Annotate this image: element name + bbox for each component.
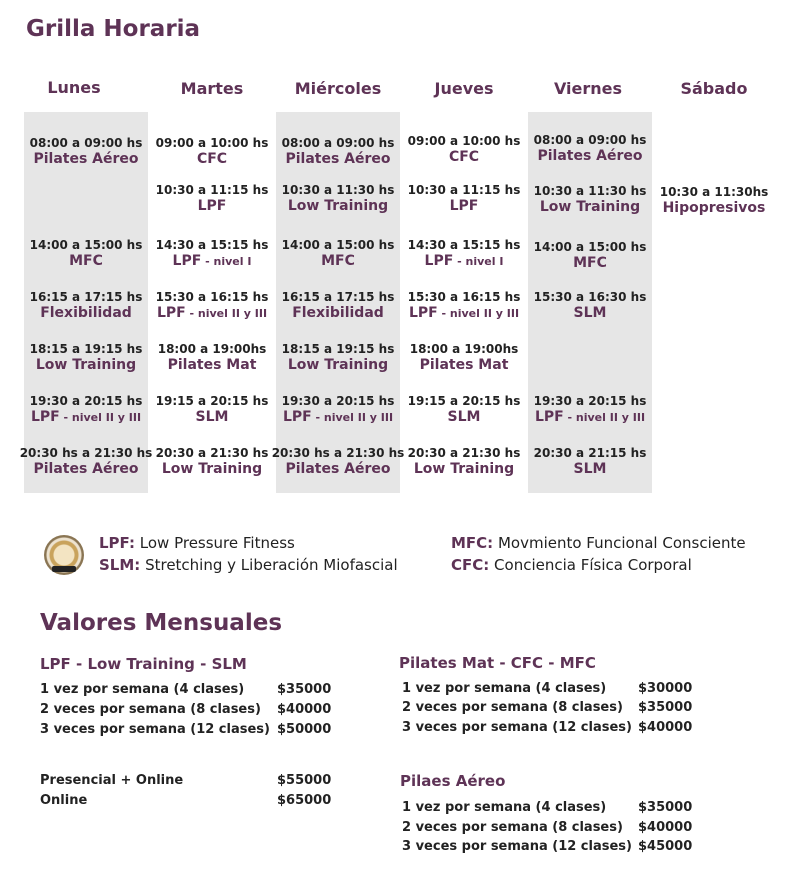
class-slot: [268, 238, 408, 269]
legend-slm: [99, 556, 398, 574]
price-label: 3 veces por semana (12 clases): [40, 722, 270, 737]
class-slot: [16, 136, 156, 167]
class-slot: [520, 290, 660, 321]
slot-class: [142, 305, 282, 321]
slot-level: - nivel II y III: [59, 411, 142, 424]
slot-class-name: Pilates Aéreo: [33, 461, 139, 477]
slot-level: - nivel II y III: [311, 411, 394, 424]
day-header-martes: Martes: [180, 79, 244, 98]
slot-time: 10:30 a 11:30 hs: [533, 184, 647, 198]
slot-class-name: Low Training: [287, 357, 389, 373]
slot-class-name: LPF: [172, 253, 202, 269]
slot-class: [16, 409, 156, 425]
slot-time: 10:30 a 11:15 hs: [155, 183, 269, 197]
class-slot: [268, 342, 408, 373]
slot-level: - nivel II y III: [563, 411, 646, 424]
slot-time: 16:15 a 17:15 hs: [281, 290, 395, 304]
slot-class-name: LPF: [408, 305, 438, 321]
slot-time: 20:30 a 21:30 hs: [407, 446, 521, 460]
price-label: 1 vez por semana (4 clases): [402, 800, 607, 815]
day-header-viernes: Viernes: [553, 79, 623, 98]
slot-class: [268, 253, 408, 269]
price-label: 2 veces por semana (8 clases): [402, 700, 623, 715]
legend-cfc: [451, 556, 692, 574]
slot-class-name: SLM: [573, 305, 607, 321]
slot-class-name: LPF: [197, 198, 227, 214]
slot-class-name: CFC: [448, 149, 480, 165]
slot-time: 20:30 hs a 21:30 hs: [19, 446, 153, 460]
slot-time: 16:15 a 17:15 hs: [29, 290, 143, 304]
slot-class: [520, 199, 660, 215]
slot-class: [394, 357, 534, 373]
slot-time: 08:00 a 09:00 hs: [281, 136, 395, 150]
slot-class: [16, 461, 156, 477]
slot-time: 10:30 a 11:30 hs: [281, 183, 395, 197]
slot-time: 15:30 a 16:30 hs: [533, 290, 647, 304]
class-slot: [394, 342, 534, 373]
class-slot: [268, 290, 408, 321]
class-slot: [142, 446, 282, 477]
class-slot: [268, 183, 408, 214]
legend-abbr: SLM:: [99, 556, 141, 574]
class-slot: [394, 446, 534, 477]
class-slot: [394, 134, 534, 165]
slot-time: 19:30 a 20:15 hs: [533, 394, 647, 408]
slot-time: 14:00 a 15:00 hs: [533, 240, 647, 254]
class-slot: [394, 290, 534, 321]
slot-class-name: LPF: [534, 409, 564, 425]
class-slot: [520, 133, 660, 164]
slot-class-name: LPF: [30, 409, 60, 425]
slot-class: [520, 461, 660, 477]
slot-level: - nivel I: [201, 255, 252, 268]
slot-level: - nivel II y III: [437, 307, 520, 320]
slot-time: 15:30 a 16:15 hs: [155, 290, 269, 304]
legend-abbr: LPF:: [99, 534, 135, 552]
legend-mfc: [451, 534, 746, 552]
price-value: $65000: [277, 793, 332, 808]
class-slot: [520, 240, 660, 271]
slot-time: 18:15 a 19:15 hs: [281, 342, 395, 356]
price-value: $40000: [638, 720, 693, 735]
slot-class: [394, 409, 534, 425]
day-header-miercoles: Miércoles: [294, 79, 382, 98]
slot-class: [268, 357, 408, 373]
legend-text: Conciencia Física Corporal: [494, 556, 692, 574]
legend-text: Movmiento Funcional Consciente: [497, 534, 746, 552]
class-slot: [142, 394, 282, 425]
slot-time: 09:00 a 10:00 hs: [407, 134, 521, 148]
class-slot: [268, 136, 408, 167]
slot-time: 14:00 a 15:00 hs: [281, 238, 395, 252]
slot-class: [394, 461, 534, 477]
legend-abbr: CFC:: [451, 556, 490, 574]
price-value: $45000: [638, 839, 693, 854]
price-value: $50000: [277, 722, 332, 737]
slot-class-name: MFC: [321, 253, 355, 269]
day-header-sabado: Sábado: [680, 79, 748, 98]
slot-class-name: LPF: [424, 253, 454, 269]
slot-class: [16, 253, 156, 269]
slot-class-name: Pilates Aéreo: [537, 148, 643, 164]
class-slot: [394, 238, 534, 269]
pricing-group-title-pilates-mat: Pilates Mat - CFC - MFC: [399, 654, 596, 672]
slot-class: [142, 409, 282, 425]
slot-class-name: Low Training: [413, 461, 515, 477]
price-label: 3 veces por semana (12 clases): [402, 720, 632, 735]
slot-time: 08:00 a 09:00 hs: [29, 136, 143, 150]
slot-class: [16, 357, 156, 373]
slot-time: 14:30 a 15:15 hs: [407, 238, 521, 252]
slot-class-name: Hipopresivos: [662, 200, 766, 216]
slot-class-name: Pilates Aéreo: [285, 151, 391, 167]
slot-class: [268, 198, 408, 214]
slot-class: [142, 198, 282, 214]
seal-ribbon: [52, 566, 76, 572]
slot-time: 18:00 a 19:00hs: [409, 342, 519, 356]
slot-class-name: CFC: [196, 151, 228, 167]
price-label: 2 veces por semana (8 clases): [40, 702, 261, 717]
slot-class: [520, 305, 660, 321]
slot-time: 10:30 a 11:30hs: [659, 185, 769, 199]
pricing-title: Valores Mensuales: [40, 610, 283, 636]
slot-class-name: Low Training: [287, 198, 389, 214]
class-slot: [16, 394, 156, 425]
slot-class-name: Flexibilidad: [40, 305, 132, 321]
slot-class-name: Pilates Aéreo: [33, 151, 139, 167]
price-value: $35000: [277, 682, 332, 697]
price-label: 1 vez por semana (4 clases): [40, 682, 245, 697]
slot-class-name: Low Training: [35, 357, 137, 373]
class-slot: [16, 238, 156, 269]
slot-level: - nivel II y III: [185, 307, 268, 320]
slot-class-name: Pilates Mat: [167, 357, 257, 373]
slot-time: 14:30 a 15:15 hs: [155, 238, 269, 252]
class-slot: [268, 446, 408, 477]
price-label: Online: [40, 793, 88, 808]
pricing-group-title-lpf: LPF - Low Training - SLM: [40, 655, 247, 673]
slot-class: [16, 305, 156, 321]
class-slot: [142, 290, 282, 321]
slot-class: [142, 253, 282, 269]
slot-time: 18:15 a 19:15 hs: [29, 342, 143, 356]
slot-class-name: SLM: [447, 409, 481, 425]
slot-class: [268, 151, 408, 167]
price-value: $35000: [638, 700, 693, 715]
class-slot: [268, 394, 408, 425]
slot-class: [268, 305, 408, 321]
slot-class: [142, 357, 282, 373]
slot-time: 19:30 a 20:15 hs: [281, 394, 395, 408]
slot-time: 20:30 a 21:15 hs: [533, 446, 647, 460]
slot-class: [268, 409, 408, 425]
slot-time: 14:00 a 15:00 hs: [29, 238, 143, 252]
slot-time: 19:15 a 20:15 hs: [155, 394, 269, 408]
slot-class: [520, 255, 660, 271]
slot-time: 10:30 a 11:15 hs: [407, 183, 521, 197]
slot-level: - nivel I: [453, 255, 504, 268]
slot-class-name: Pilates Aéreo: [285, 461, 391, 477]
slot-class-name: Low Training: [539, 199, 641, 215]
slot-time: 08:00 a 09:00 hs: [533, 133, 647, 147]
class-slot: [520, 394, 660, 425]
class-slot: [394, 183, 534, 214]
class-slot: [142, 183, 282, 214]
pricing-group-title-pilates-aereo: Pilaes Aéreo: [400, 772, 506, 790]
slot-class-name: Flexibilidad: [292, 305, 384, 321]
slot-class: [394, 253, 534, 269]
legend-abbr: MFC:: [451, 534, 494, 552]
price-value: $30000: [638, 681, 693, 696]
class-slot: [142, 238, 282, 269]
class-slot: [16, 290, 156, 321]
slot-time: 18:00 a 19:00hs: [157, 342, 267, 356]
slot-class: [394, 198, 534, 214]
slot-class-name: SLM: [195, 409, 229, 425]
price-label: 1 vez por semana (4 clases): [402, 681, 607, 696]
slot-time: 19:15 a 20:15 hs: [407, 394, 521, 408]
slot-class-name: LPF: [282, 409, 312, 425]
slot-class-name: Low Training: [161, 461, 263, 477]
slot-class: [142, 461, 282, 477]
slot-class: [142, 151, 282, 167]
slot-time: 19:30 a 20:15 hs: [29, 394, 143, 408]
slot-class-name: MFC: [573, 255, 607, 271]
class-slot: [16, 342, 156, 373]
price-label: 3 veces por semana (12 clases): [402, 839, 632, 854]
slot-class-name: LPF: [449, 198, 479, 214]
slot-class: [520, 148, 660, 164]
slot-time: 20:30 a 21:30 hs: [155, 446, 269, 460]
legend-lpf: [99, 534, 295, 552]
price-label: Presencial + Online: [40, 773, 184, 788]
legend-text: Stretching y Liberación Miofascial: [145, 556, 398, 574]
slot-class: [394, 305, 534, 321]
slot-class-name: Pilates Mat: [419, 357, 509, 373]
day-header-lunes: Lunes: [47, 78, 101, 97]
price-value: $40000: [638, 820, 693, 835]
class-slot: [394, 394, 534, 425]
class-slot: [142, 342, 282, 373]
slot-time: 09:00 a 10:00 hs: [155, 136, 269, 150]
class-slot: [142, 136, 282, 167]
class-slot: [520, 184, 660, 215]
slot-class: [268, 461, 408, 477]
class-slot: [520, 446, 660, 477]
slot-class: [520, 409, 660, 425]
class-slot: [16, 446, 156, 477]
slot-class: [644, 200, 784, 216]
legend-text: Low Pressure Fitness: [139, 534, 295, 552]
slot-class-name: MFC: [69, 253, 103, 269]
schedule-title: Grilla Horaria: [26, 16, 201, 42]
slot-time: 15:30 a 16:15 hs: [407, 290, 521, 304]
slot-class: [394, 149, 534, 165]
price-value: $40000: [277, 702, 332, 717]
slot-class: [16, 151, 156, 167]
class-slot: [644, 185, 784, 216]
price-label: 2 veces por semana (8 clases): [402, 820, 623, 835]
slot-class-name: LPF: [156, 305, 186, 321]
slot-class-name: SLM: [573, 461, 607, 477]
slot-time: 20:30 hs a 21:30 hs: [271, 446, 405, 460]
price-value: $35000: [638, 800, 693, 815]
day-header-jueves: Jueves: [434, 79, 494, 98]
price-value: $55000: [277, 773, 332, 788]
